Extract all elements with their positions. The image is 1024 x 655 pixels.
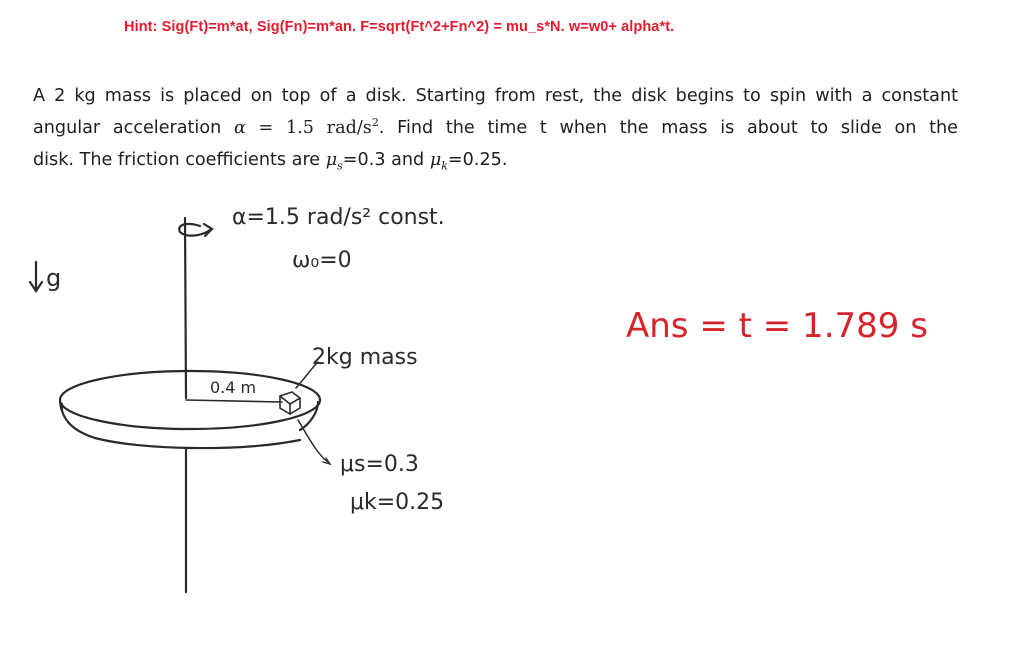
problem-line-2: angular acceleration α = 1.5 rad/$s^2$. Find the time t when the mass is about to slide on the (33, 116, 958, 138)
answer-text: Ans = t = 1.789 s (626, 306, 928, 346)
problem-line-1: A 2 kg mass is placed on top of a disk. Starting from rest, the disk begins to spin with a constant (33, 86, 958, 106)
mu-s-label: μs=0.3 (340, 452, 419, 477)
gravity-label: g (46, 264, 62, 292)
hint-text: Hint: Sig(Ft)=m*at, Sig(Fn)=m*an. F=sqrt(Ft^2+Fn^2) = mu_s*N. w=w0+ alpha*t. (124, 19, 675, 35)
radius-label: 0.4 m (210, 378, 257, 397)
mass-label: 2kg mass (312, 345, 418, 370)
omega0-annotation: ω₀=0 (292, 248, 352, 273)
alpha-annotation: α=1.5 rad/s² const. (232, 205, 445, 230)
mu-k-label: μk=0.25 (350, 490, 445, 515)
problem-line-3: disk. The friction coefficients are $\mu_s=0.3$ and $\mu_k=0.25$. (33, 150, 508, 173)
